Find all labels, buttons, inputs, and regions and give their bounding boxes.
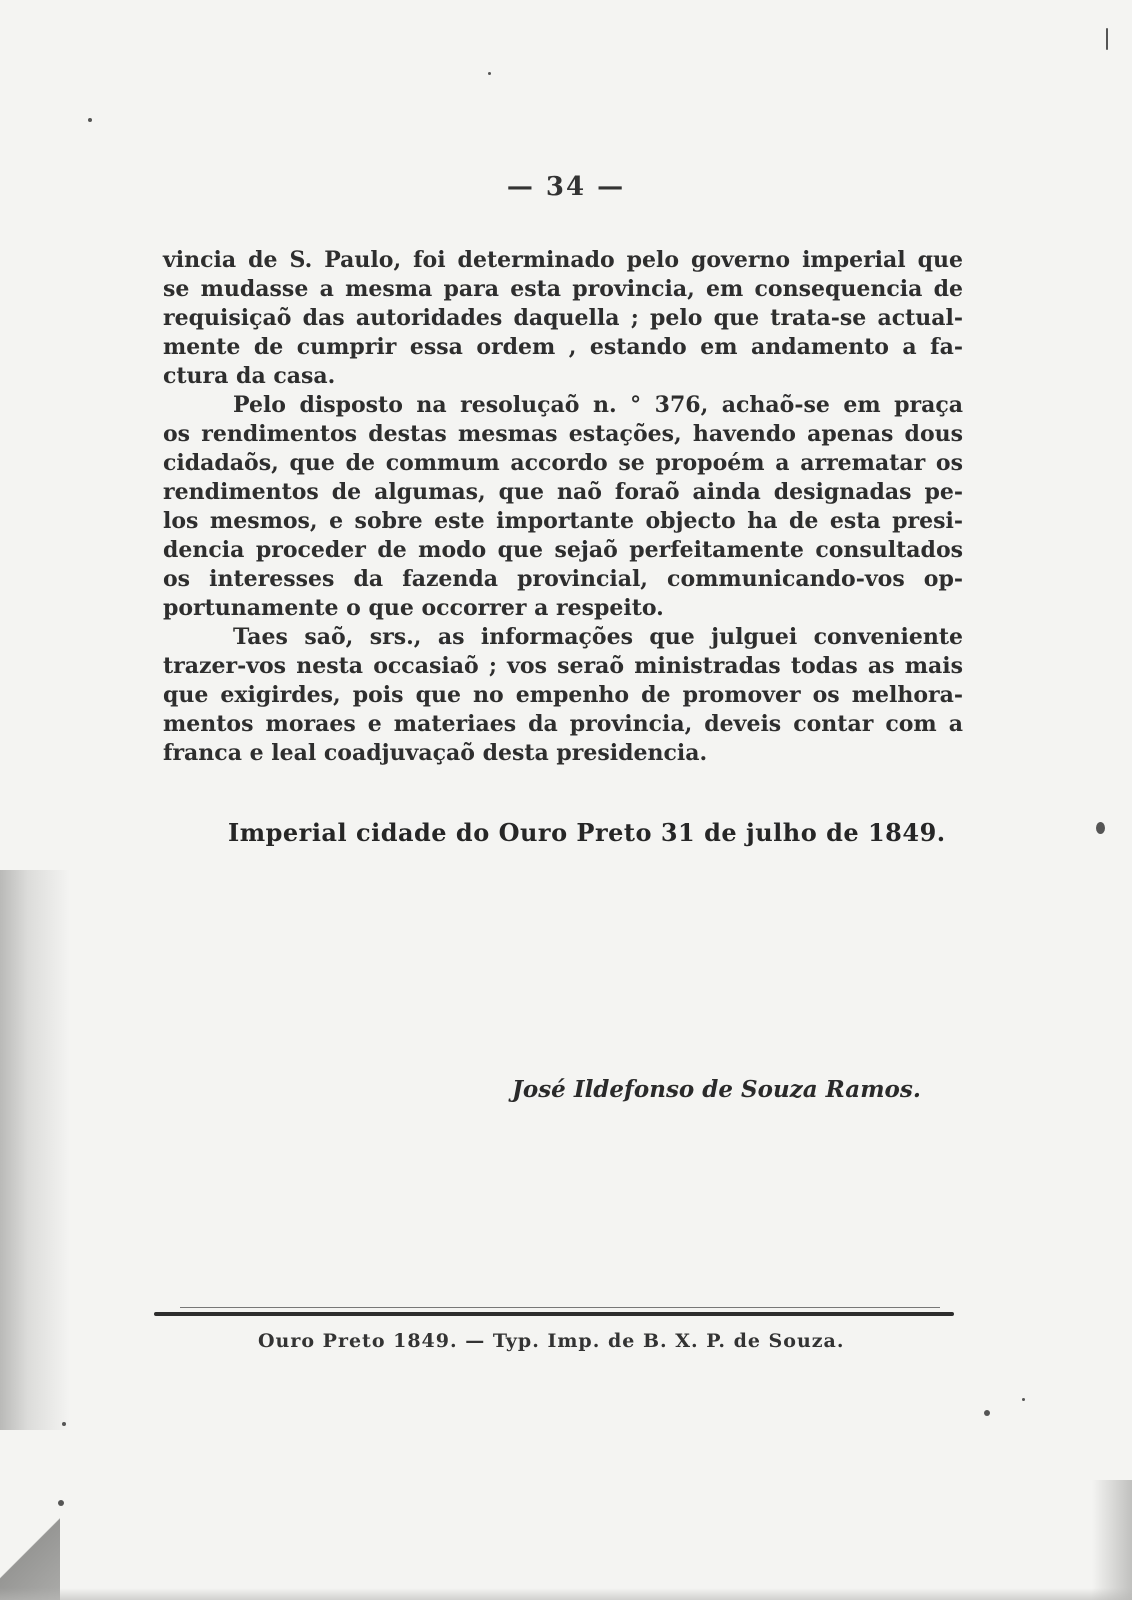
text-line: se mudasse a mesma para esta provincia, em consequencia de [163,276,963,302]
page-corner-fold [0,1510,60,1600]
text-line: ctura da casa. [163,363,336,389]
paragraph [163,246,963,391]
ink-speck [88,118,92,122]
text-line: vincia de S. Paulo, foi determinado pelo governo imperial que [163,247,963,273]
paragraph [163,623,963,768]
text-line: portunamente o que occorrer a respeito. [163,595,664,621]
date-line: Imperial cidade do Ouro Preto 31 de julho de 1849. [228,818,946,847]
text-line: os rendimentos destas mesmas estações, havendo apenas dous [163,421,963,447]
printer-imprint: Ouro Preto 1849. — Typ. Imp. de B. X. P. de Souza. [258,1330,845,1352]
ink-speck [1096,822,1105,834]
text-line: dencia proceder de modo que sejaõ perfeitamente consultados [163,537,963,563]
text-line: cidadaõs, que de commum accordo se propoém a arrematar os [163,450,963,476]
signature: José Ildefonso de Souza Ramos. [512,1076,921,1103]
ink-speck [984,1410,990,1416]
text-line: mentos moraes e materiaes da provincia, deveis contar com a [163,711,963,737]
ink-speck [58,1500,64,1506]
ink-speck [1022,1398,1025,1401]
text-line: mente de cumprir essa ordem , estando em andamento a fa- [163,334,963,360]
page-right-edge [1092,1480,1132,1600]
page-bottom-edge [0,1588,1132,1600]
ink-speck [1106,28,1108,50]
text-line: trazer-vos nesta occasiaõ ; vos seraõ ministradas todas as mais [163,653,963,679]
text-line: rendimentos de algumas, que naõ foraõ ainda designadas pe- [163,479,963,505]
text-line: os interesses da fazenda provincial, communicando-vos op- [163,566,963,592]
text-line: Pelo disposto na resoluçaõ n. ° 376, achaõ-se em praça [233,392,963,418]
text-line: Taes saõ, srs., as informações que julguei conveniente [233,624,963,650]
text-line: franca e leal coadjuvaçaõ desta presidencia. [163,740,708,766]
page-number: — 34 — [506,172,626,202]
ink-speck [488,72,491,75]
page-edge-shadow [0,870,70,1430]
text-line: requisiçaõ das autoridades daquella ; pelo que trata-se actual- [163,305,963,331]
text-line: que exigirdes, pois que no empenho de promover os melhora- [163,682,963,708]
body-text [163,246,963,768]
text-line: los mesmos, e sobre este importante objecto ha de esta presi- [163,508,963,534]
paragraph [163,391,963,623]
divider-rule [154,1312,954,1316]
divider-rule-thin [180,1307,940,1308]
ink-speck [62,1422,66,1426]
